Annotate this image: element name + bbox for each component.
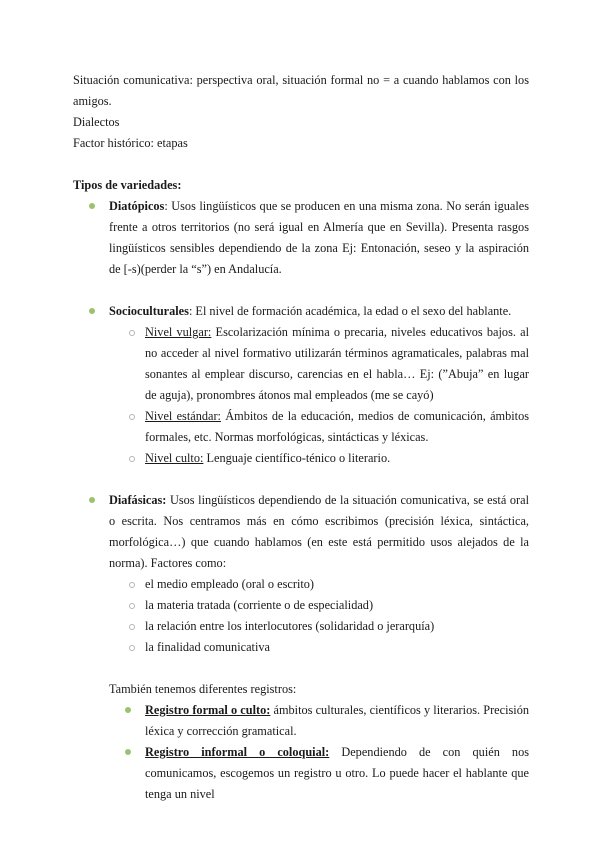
label-nivel-vulgar: Nivel vulgar: xyxy=(145,325,212,339)
intro-line-situacion: Situación comunicativa: perspectiva oral, situación formal no = a cuando hablamos con los amigos. xyxy=(73,73,529,108)
sub-item-nivel-vulgar xyxy=(145,322,529,406)
circle-bullet-icon xyxy=(129,603,135,609)
circle-bullet-icon xyxy=(129,645,135,651)
label-nivel-estandar: Nivel estándar: xyxy=(145,409,221,423)
circle-bullet-icon xyxy=(129,456,135,462)
factor-text: la finalidad comunicativa xyxy=(145,640,270,654)
bullet-icon xyxy=(125,707,131,713)
text-registro-informal: Dependiendo de con quién nos comunicamos, escogemos un registro u otro. Lo puede hacer el hablante que tenga un nivel xyxy=(145,745,530,801)
circle-bullet-icon xyxy=(129,624,135,630)
intro-notes xyxy=(73,70,529,154)
text-registro-formal: ámbitos culturales, científicos y literarios. Precisión léxica y corrección gramatical. xyxy=(145,703,529,738)
intro-line-dialectos: Dialectos xyxy=(73,115,120,129)
sub-item-factor xyxy=(145,595,529,616)
bullet-icon xyxy=(89,203,95,209)
factor-text: el medio empleado (oral o escrito) xyxy=(145,577,315,591)
text-nivel-vulgar: Escolarización mínima o precaria, niveles educativos bajos. al no acceder al nivel formativo utilizarán términos agramaticales, palabras mal sonantes al emplear discurso, carencias en el habla… Ej: (”Abuja” en lugar de aguja), pronombres átonos mal empleados (me se cayó) xyxy=(145,325,530,402)
sub-item-registro-informal xyxy=(145,742,529,805)
list-item-diatopicos xyxy=(109,196,529,280)
label-nivel-culto: Nivel culto: xyxy=(145,451,204,465)
text-nivel-estandar: Ámbitos de la educación, medios de comunicación, ámbitos formales, etc. Normas morfológicas, sintácticas y léxicas. xyxy=(145,409,530,444)
label-registro-informal: Registro informal o coloquial: xyxy=(145,745,330,759)
section-heading: Tipos de variedades: xyxy=(73,178,182,192)
circle-bullet-icon xyxy=(129,414,135,420)
list-item-diafasicas xyxy=(109,490,529,574)
text-diatopicos: : Usos lingüísticos que se producen en una misma zona. No serán iguales frente a otros territorios (no será igual en Almería que en Sevilla). Presenta rasgos lingüísticos sensibles dependiendo de la zona Ej: Entonación, seseo y la aspiración de [-s)(perder la “s”) en Andalucía. xyxy=(109,199,529,276)
sub-item-factor xyxy=(145,616,529,637)
bullet-icon xyxy=(89,497,95,503)
text-socioculturales: : El nivel de formación académica, la edad o el sexo del hablante. xyxy=(188,304,512,318)
sub-item-nivel-estandar xyxy=(145,406,529,448)
circle-bullet-icon xyxy=(129,330,135,336)
circle-bullet-icon xyxy=(129,582,135,588)
sub-item-factor xyxy=(145,574,529,595)
text-diafasicas: Usos lingüísticos dependiendo de la situación comunicativa, se está oral o escrita. Nos centramos más en cómo escribimos (precisión léxica, sintáctica, morfológica…) que cuando hablamos (en este está permitido usos alejados de la norma). Factores como: xyxy=(109,493,529,570)
registros-intro: También tenemos diferentes registros: xyxy=(109,682,297,696)
text-nivel-culto: Lenguaje científico-ténico o literario. xyxy=(203,451,391,465)
sub-item-factor xyxy=(145,637,529,658)
bullet-icon xyxy=(89,308,95,314)
bullet-icon xyxy=(125,749,131,755)
intro-line-factor: Factor histórico: etapas xyxy=(73,136,188,150)
term-diatopicos: Diatópicos xyxy=(109,199,165,213)
list-item-socioculturales xyxy=(109,301,529,322)
sub-item-nivel-culto xyxy=(145,448,529,469)
term-diafasicas: Diafásicas: xyxy=(109,493,167,507)
factor-text: la materia tratada (corriente o de especialidad) xyxy=(145,598,374,612)
sub-item-registro-formal xyxy=(145,700,529,742)
term-socioculturales: Socioculturales xyxy=(109,304,189,318)
factor-text: la relación entre los interlocutores (solidaridad o jerarquía) xyxy=(145,619,435,633)
label-registro-formal: Registro formal o culto: xyxy=(145,703,271,717)
